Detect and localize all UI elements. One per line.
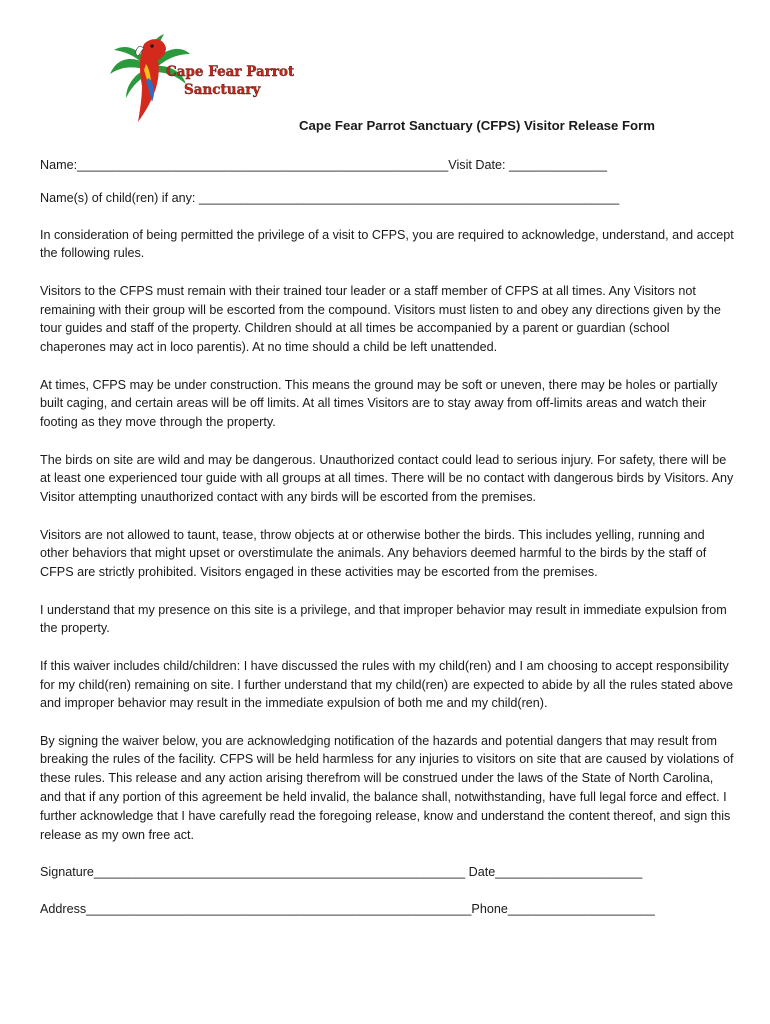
paragraph-tour-leader: Visitors to the CFPS must remain with their trained tour leader or a staff member of CFPS at all times. Any Visitors not remaining with their group will be escorted from the compound. Visitors must listen to and obey any directions given by the tour guides and staff of the property. Children should at all times be accompanied by a parent or guardian (school chaperones may act in loco parentis). At no time should a child be left unattended. [40, 283, 721, 355]
paragraph-privilege: I understand that my presence on this site is a privilege, and that improper behavior may result in immediate expulsion from the property. [40, 602, 727, 636]
children-names-field[interactable]: Name(s) of child(ren) if any: ____________________________________________________________ [40, 190, 620, 205]
logo-line2: Sanctuary [184, 82, 261, 98]
parrot-logo-icon [108, 24, 294, 124]
paragraph-release: By signing the waiver below, you are acknowledging notification of the hazards and potential dangers that may result from breaking the rules of the facility. CFPS will be held harmless for any injuries to visitors on site that are caused by violations of these rules. This release and any action arising therefrom will be construed under the laws of the State of North Carolina, and that if any portion of this agreement be held invalid, the balance shall, notwithstanding, have full legal force and effect. I further acknowledge that I have carefully read the foregoing release, know and understand the content thereof, and sign this release as my own free act. [40, 733, 734, 842]
name-visit-date-field[interactable]: Name:_____________________________________________________Visit Date: ______________ [40, 158, 608, 172]
logo [108, 24, 294, 124]
paragraph-intro: In consideration of being permitted the privilege of a visit to CFPS, you are required to acknowledge, understand, and accept the following rules. [40, 227, 734, 261]
paragraph-construction: At times, CFPS may be under construction. This means the ground may be soft or uneven, there may be holes or partially built caging, and certain areas will be off limits. At all times Visitors are to stay away from off-limits areas and watch their footing as they move through the property. [40, 377, 718, 430]
paragraph-taunting: Visitors are not allowed to taunt, tease, throw objects at or otherwise bother the birds. This includes yelling, running and other behaviors that might upset or overstimulate the animals. Any behaviors deemed harmful to the birds by the staff of CFPS are strictly prohibited. Visitors engaged in these activities may be escorted from the premises. [40, 527, 707, 580]
logo-line1: Cape Fear Parrot [166, 64, 294, 80]
signature-date-field[interactable]: Signature_____________________________________________________ Date_____________________ [40, 865, 643, 880]
address-phone-field[interactable]: Address_______________________________________________________Phone_____________________ [40, 902, 655, 917]
form-body [40, 156, 736, 938]
form-title: Cape Fear Parrot Sanctuary (CFPS) Visitor Release Form [299, 118, 655, 133]
paragraph-children-waiver: If this waiver includes child/children: I have discussed the rules with my child(ren) and I am choosing to accept responsibility for my child(ren) remaining on site. I further understand that my child(ren) are expected to abide by all the rules stated above and improper behavior may result in the immediate expulsion of both me and my child(ren). [40, 658, 734, 711]
paragraph-wild-birds: The birds on site are wild and may be dangerous. Unauthorized contact could lead to serious injury. For safety, there will be at least one experienced tour guide with all groups at all times. There will be no contact with dangerous birds by Visitors. Any Visitor attempting unauthorized contact with any birds will be escorted from the premises. [40, 452, 734, 505]
